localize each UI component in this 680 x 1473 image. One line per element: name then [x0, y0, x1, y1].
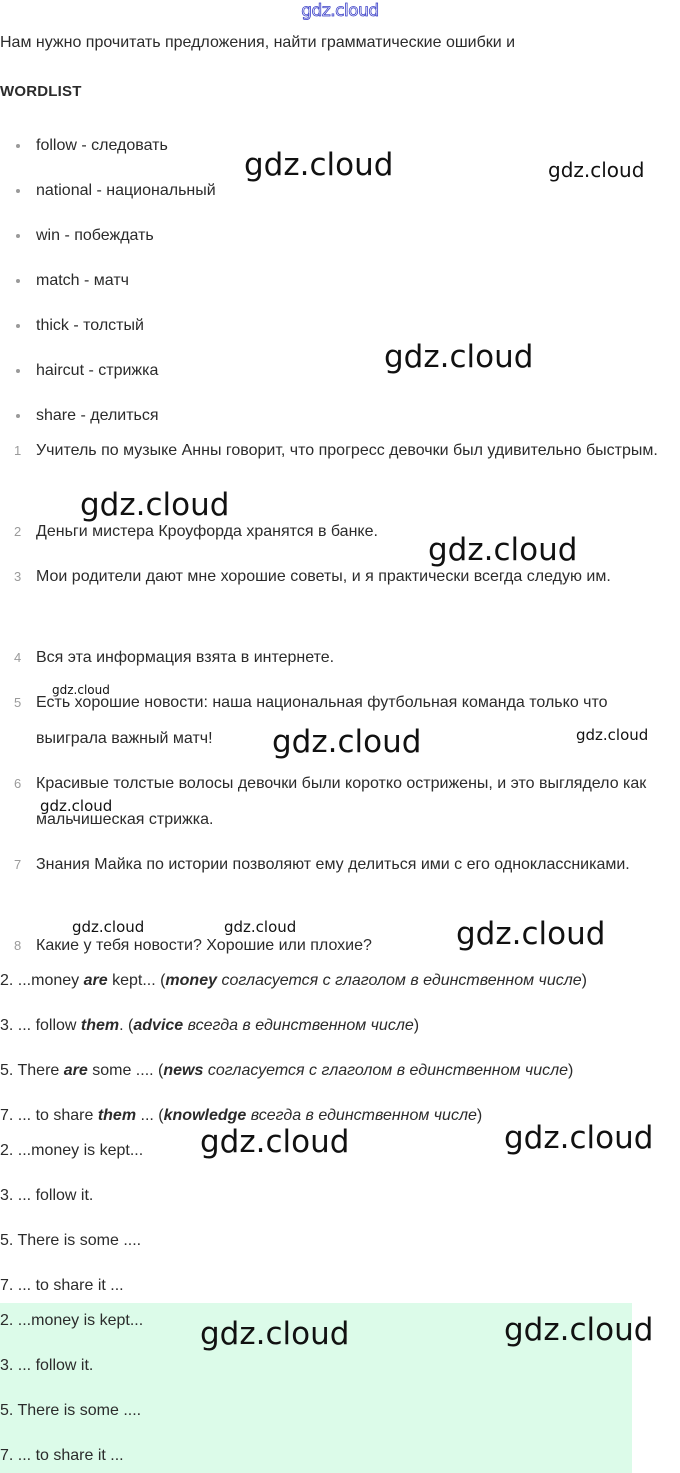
watermark: gdz.cloud — [504, 1312, 654, 1348]
answer-line: 5. There is some .... — [0, 1232, 142, 1249]
correction-line: 2. ...money are kept... (money согласуется с глаголом в единственном числе) — [0, 972, 587, 989]
bullet-icon — [16, 279, 20, 283]
watermark: gdz.cloud — [548, 158, 645, 182]
watermark: gdz.cloud — [272, 724, 422, 760]
correction-line: 5. There are some .... (news согласуется с глаголом в единственном числе) — [0, 1062, 574, 1079]
answer-line: 7. ... to share it ... — [0, 1277, 124, 1294]
watermark: gdz.cloud — [224, 918, 297, 936]
answer-line: 7. ... to share it ... — [0, 1447, 124, 1464]
intro-text: Нам нужно прочитать предложения, найти грамматические ошибки и — [0, 34, 516, 51]
bullet-icon — [16, 189, 20, 193]
bullet-icon — [16, 234, 20, 238]
watermark: gdz.cloud — [72, 918, 145, 936]
top-watermark: gdz.cloud — [301, 1, 379, 21]
answer-line: 3. ... follow it. — [0, 1187, 94, 1204]
watermark: gdz.cloud — [456, 916, 606, 952]
watermark: gdz.cloud — [52, 683, 110, 697]
watermark: gdz.cloud — [244, 147, 394, 183]
watermark: gdz.cloud — [200, 1124, 350, 1160]
watermark: gdz.cloud — [384, 339, 534, 375]
correction-line: 7. ... to share them ... (knowledge всегда в единственном числе) — [0, 1107, 483, 1124]
answer-line: 5. There is some .... — [0, 1402, 142, 1419]
correction-line: 3. ... follow them. (advice всегда в единственном числе) — [0, 1017, 420, 1034]
watermark: gdz.cloud — [80, 487, 230, 523]
wordlist-heading: WORDLIST — [0, 83, 82, 100]
answer-line: 2. ...money is kept... — [0, 1312, 144, 1329]
bullet-icon — [16, 144, 20, 148]
watermark: gdz.cloud — [504, 1120, 654, 1156]
answer-line: 2. ...money is kept... — [0, 1142, 144, 1159]
answer-line: 3. ... follow it. — [0, 1357, 94, 1374]
watermark: gdz.cloud — [576, 726, 649, 744]
bullet-icon — [16, 414, 20, 418]
watermark: gdz.cloud — [40, 797, 113, 815]
watermark: gdz.cloud — [428, 532, 578, 568]
bullet-icon — [16, 369, 20, 373]
watermark: gdz.cloud — [200, 1316, 350, 1352]
bullet-icon — [16, 324, 20, 328]
